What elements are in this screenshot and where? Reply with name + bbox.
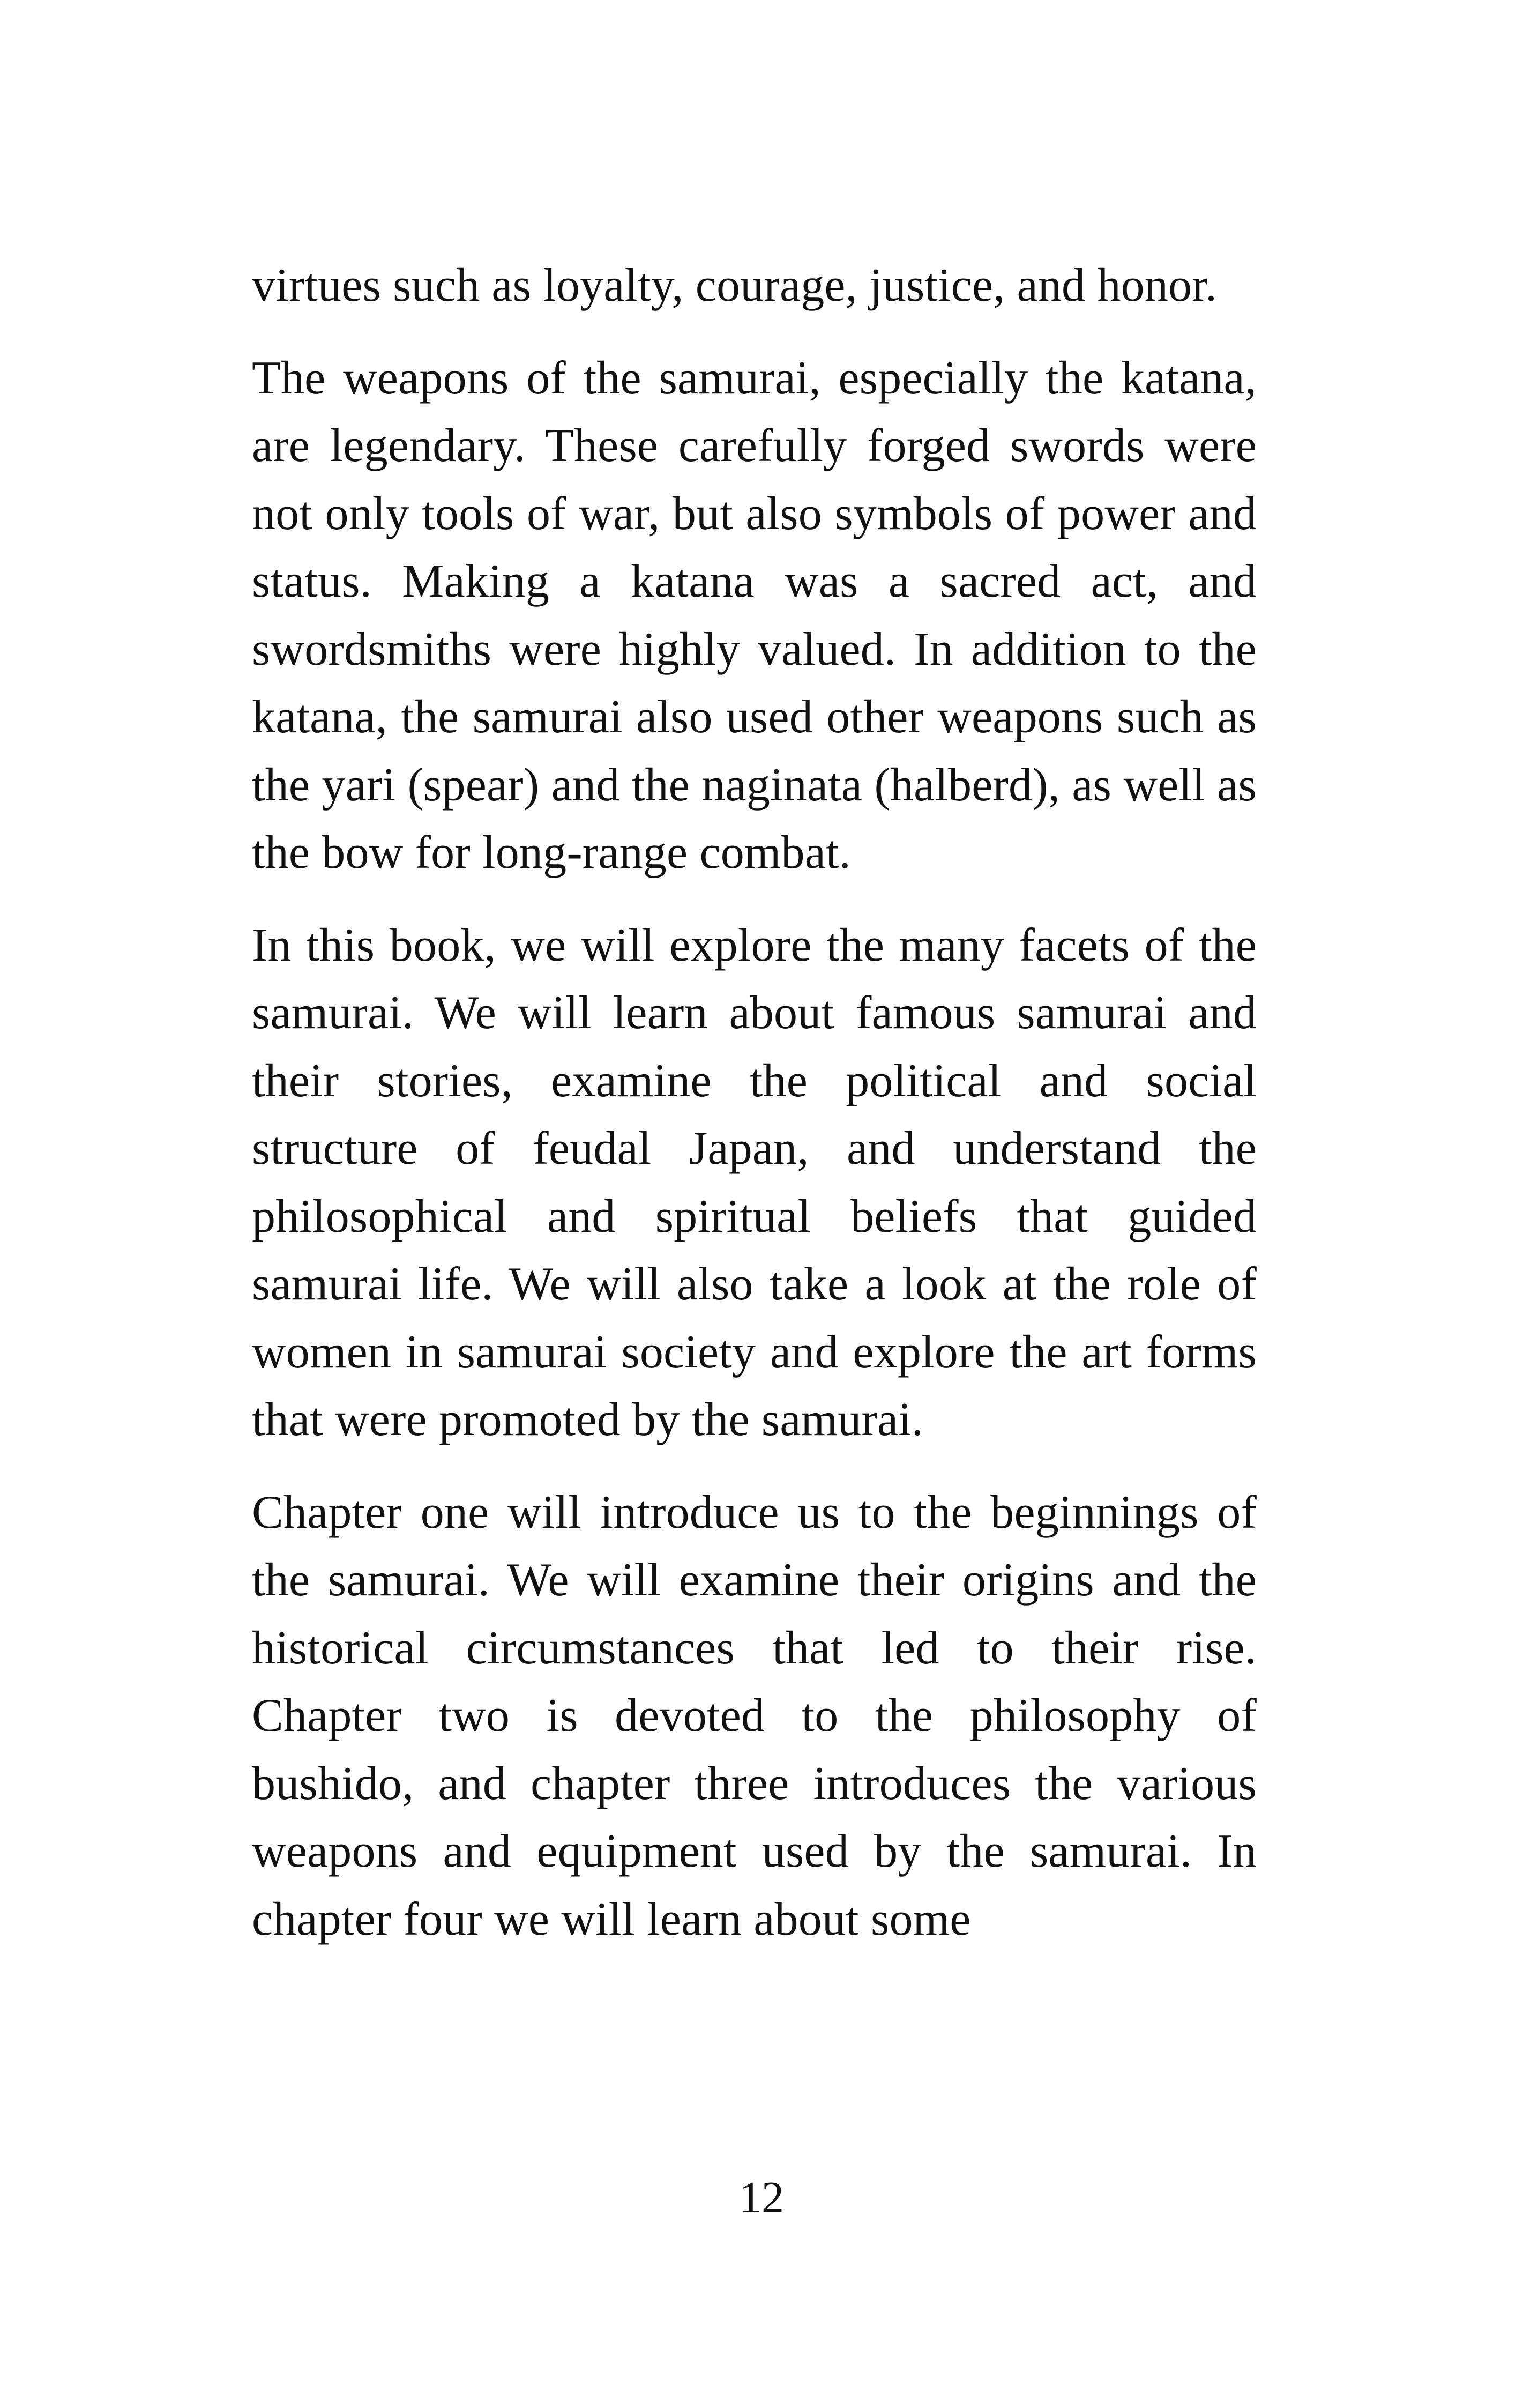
paragraph: In this book, we will explore the many facets of the samurai. We will learn about famous samurai and their stories, examine the political and social structure of feudal Japan, and understand the philosophical and spiritual beliefs that guided samurai life. We will also take a look at the role of women in samurai society and explore the art forms that were promoted by the samurai. bbox=[252, 919, 1257, 1446]
paragraph: The weapons of the samurai, especially the katana, are legendary. These carefully forged swords were not only tools of war, but also symbols of power and status. Making a katana was a sacred act, and swordsmiths were highly valued. In addition to the katana, the samurai also used other weapons such as the yari (spear) and the naginata (halberd), as well as the bow for long-range combat. bbox=[252, 352, 1257, 879]
page-number: 12 bbox=[739, 2173, 784, 2223]
paragraph: Chapter one will introduce us to the beginnings of the samurai. We will examine their origins and the historical circumstances that led to their rise. Chapter two is devoted to the philosophy of bushido, and chapter three introduces the various weapons and equipment used by the samurai. In chapter four we will learn about some bbox=[252, 1486, 1257, 1945]
paragraph: virtues such as loyalty, courage, justice, and honor. bbox=[252, 259, 1218, 311]
body-text bbox=[252, 252, 1257, 1978]
